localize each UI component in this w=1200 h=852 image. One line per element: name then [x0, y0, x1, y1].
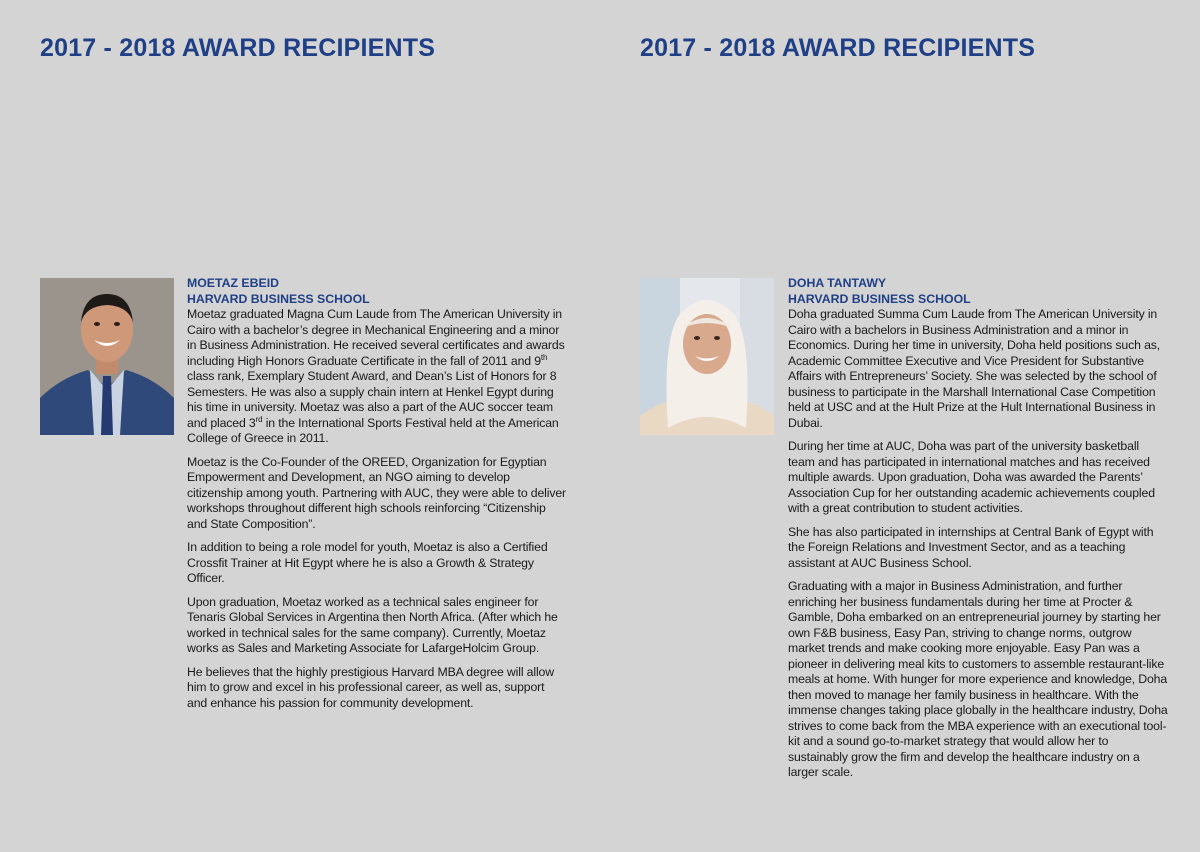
bio-paragraph-3: She has also participated in internships at Central Bank of Egypt with the Foreign Relations and Investment Sector, and as a teaching assistant at AUC Business School. [788, 524, 1154, 570]
bio-paragraph-5: He believes that the highly prestigious Harvard MBA degree will allow him to grow and excel in his professional career, as well as, support and enhance his passion for community development. [187, 664, 554, 710]
recipient-name: DOHA TANTAWY [788, 276, 887, 290]
recipient-profile-doha [788, 276, 1168, 789]
recipient-school: HARVARD BUSINESS SCHOOL [788, 291, 971, 306]
bio-paragraph-1: Moetaz graduated Magna Cum Laude from The American University in Cairo with a bachelor’s degree in Mechanical Engineering and a minor in Business Administration. He received several certificates and awards including High Honors Graduate Certificate in the fall of 2011 and 9th class rank, Exemplary Student Award, and Dean’s List of Honors for 8 Semesters. He was also a supply chain intern at Henkel Egypt during his time in university. Moetaz was also a part of the AUC soccer team and placed 3rd in the International Sports Festival held at the American College of Greece in 2011. [187, 307, 565, 445]
page-title-left: 2017 - 2018 AWARD RECIPIENTS [40, 34, 436, 62]
recipient-photo-moetaz [40, 278, 174, 435]
page-title-right: 2017 - 2018 AWARD RECIPIENTS [640, 34, 1036, 62]
bio-paragraph-3: In addition to being a role model for youth, Moetaz is also a Certified Crossfit Trainer at Hit Egypt where he is also a Growth & Strategy Officer. [187, 540, 548, 585]
recipient-photo-doha [640, 278, 774, 435]
bio-paragraph-2: During her time at AUC, Doha was part of the university basketball team and has participated in international matches and has received multiple awards. Upon graduation, Doha was awarded the Parents’ Association Cup for her outstanding academic achievements coupled with a great contribution to student activities. [788, 439, 1155, 515]
bio-paragraph-1: Doha graduated Summa Cum Laude from The American University in Cairo with a bachelors in Business Administration and a minor in Economics. During her time in university, Doha held positions such as, Academic Committee Executive and Vice President for Substantive Affairs with Entrepreneurs’ Society. She was selected by the school of business to participate in the Marshall International Case Competition held at USC and at the Hult Prize at the Hult International Business in Dubai. [788, 307, 1161, 430]
bio-paragraph-4: Upon graduation, Moetaz worked as a technical sales engineer for Tenaris Global Services in Argentina then North Africa. (After which he worked in technical sales for the same company). Currently, Moetaz works as Sales and Marketing Associate for LafargeHolcim Group. [187, 594, 558, 655]
recipient-school: HARVARD BUSINESS SCHOOL [187, 291, 370, 306]
recipient-profile-moetaz [187, 276, 567, 719]
bio-paragraph-4: Graduating with a major in Business Administration, and further enriching her business fundamentals during her time at Procter & Gamble, Doha embarked on an entrepreneurial journey by starting her own F&B business, Easy Pan, striving to change norms, outgrow market trends and make cooking more enjoyable. Easy Pan was a pioneer in delivering meal kits to customers to assemble restaurant-like meals at home. With hunger for more experience and knowledge, Doha then moved to manage her family business in healthcare. With the immense changes taking place globally in the healthcare industry, Doha strives to come back from the MBA experience with an executional tool-kit and a sound go-to-market strategy that would allow her to sustainably grow the firm and develop the healthcare industry on a larger scale. [788, 579, 1168, 779]
recipient-name: MOETAZ EBEID [187, 276, 279, 290]
bio-paragraph-2: Moetaz is the Co-Founder of the OREED, Organization for Egyptian Empowerment and Development, an NGO aiming to develop citizenship among youth. Partnering with AUC, they were able to deliver workshops throughout different high schools reinforcing “Citizenship and State Composition”. [187, 454, 566, 531]
